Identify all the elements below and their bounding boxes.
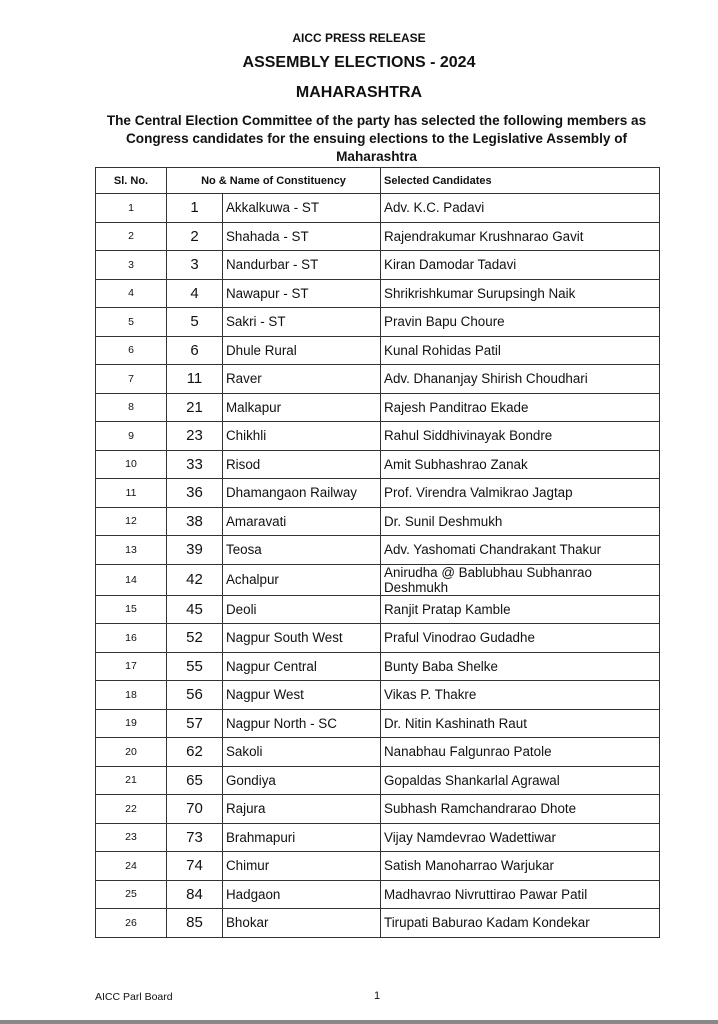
constituency-number-cell: 21 bbox=[167, 393, 223, 422]
serial-number-cell: 7 bbox=[96, 365, 167, 394]
intro-paragraph: The Central Election Committee of the party has selected the following members as Congress candidates for the ensuing elections to the Legislative Assembly of Maharashtra bbox=[106, 113, 647, 164]
table-row bbox=[96, 536, 660, 565]
candidate-name-cell: Dr. Sunil Deshmukh bbox=[381, 507, 660, 536]
constituency-number-cell: 74 bbox=[167, 852, 223, 881]
constituency-number-cell: 5 bbox=[167, 308, 223, 337]
table-row bbox=[96, 738, 660, 767]
candidate-name-cell: Rahul Siddhivinayak Bondre bbox=[381, 422, 660, 451]
constituency-number-cell: 85 bbox=[167, 909, 223, 938]
candidate-name-cell: Gopaldas Shankarlal Agrawal bbox=[381, 766, 660, 795]
constituency-number-cell: 2 bbox=[167, 222, 223, 251]
constituency-name-cell: Brahmapuri bbox=[223, 823, 381, 852]
table-row bbox=[96, 422, 660, 451]
serial-number-cell: 3 bbox=[96, 251, 167, 280]
candidate-name-cell: Adv. K.C. Padavi bbox=[381, 194, 660, 223]
table-row bbox=[96, 852, 660, 881]
constituency-name-cell: Malkapur bbox=[223, 393, 381, 422]
constituency-name-cell: Dhamangaon Railway bbox=[223, 479, 381, 508]
candidate-name-cell: Dr. Nitin Kashinath Raut bbox=[381, 709, 660, 738]
constituency-name-cell: Amaravati bbox=[223, 507, 381, 536]
constituency-name-cell: Raver bbox=[223, 365, 381, 394]
table-row bbox=[96, 222, 660, 251]
table-row bbox=[96, 507, 660, 536]
constituency-number-cell: 70 bbox=[167, 795, 223, 824]
serial-number-cell: 24 bbox=[96, 852, 167, 881]
candidate-name-cell: Kunal Rohidas Patil bbox=[381, 336, 660, 365]
table-row bbox=[96, 795, 660, 824]
serial-number-cell: 16 bbox=[96, 624, 167, 653]
constituency-name-cell: Rajura bbox=[223, 795, 381, 824]
candidate-name-cell: Rajesh Panditrao Ekade bbox=[381, 393, 660, 422]
table-row bbox=[96, 194, 660, 223]
constituency-name-cell: Chikhli bbox=[223, 422, 381, 451]
serial-number-cell: 23 bbox=[96, 823, 167, 852]
table-row bbox=[96, 308, 660, 337]
page-number: 1 bbox=[374, 990, 381, 1002]
page-bottom-border bbox=[0, 1020, 718, 1024]
serial-number-cell: 10 bbox=[96, 450, 167, 479]
candidate-name-cell: Pravin Bapu Choure bbox=[381, 308, 660, 337]
constituency-name-cell: Gondiya bbox=[223, 766, 381, 795]
candidates-table bbox=[95, 167, 660, 938]
constituency-number-cell: 57 bbox=[167, 709, 223, 738]
table-row bbox=[96, 681, 660, 710]
candidate-name-cell: Ranjit Pratap Kamble bbox=[381, 595, 660, 624]
constituency-name-cell: Bhokar bbox=[223, 909, 381, 938]
constituency-name-cell: Nagpur North - SC bbox=[223, 709, 381, 738]
table-row bbox=[96, 365, 660, 394]
table-row bbox=[96, 624, 660, 653]
candidate-name-cell: Anirudha @ Bablubhau Subhanrao Deshmukh bbox=[381, 564, 660, 595]
column-header-candidates: Selected Candidates bbox=[381, 168, 660, 194]
constituency-name-cell: Akkalkuwa - ST bbox=[223, 194, 381, 223]
constituency-number-cell: 3 bbox=[167, 251, 223, 280]
serial-number-cell: 2 bbox=[96, 222, 167, 251]
serial-number-cell: 25 bbox=[96, 880, 167, 909]
serial-number-cell: 19 bbox=[96, 709, 167, 738]
constituency-number-cell: 62 bbox=[167, 738, 223, 767]
constituency-name-cell: Risod bbox=[223, 450, 381, 479]
candidate-name-cell: Vijay Namdevrao Wadettiwar bbox=[381, 823, 660, 852]
constituency-name-cell: Shahada - ST bbox=[223, 222, 381, 251]
serial-number-cell: 26 bbox=[96, 909, 167, 938]
table-row bbox=[96, 336, 660, 365]
table-row bbox=[96, 909, 660, 938]
serial-number-cell: 1 bbox=[96, 194, 167, 223]
table-row bbox=[96, 479, 660, 508]
serial-number-cell: 14 bbox=[96, 564, 167, 595]
constituency-name-cell: Nagpur South West bbox=[223, 624, 381, 653]
serial-number-cell: 15 bbox=[96, 595, 167, 624]
candidate-name-cell: Adv. Yashomati Chandrakant Thakur bbox=[381, 536, 660, 565]
constituency-name-cell: Achalpur bbox=[223, 564, 381, 595]
constituency-number-cell: 65 bbox=[167, 766, 223, 795]
constituency-name-cell: Nagpur Central bbox=[223, 652, 381, 681]
constituency-number-cell: 42 bbox=[167, 564, 223, 595]
table-body bbox=[96, 194, 660, 938]
constituency-name-cell: Chimur bbox=[223, 852, 381, 881]
table-row bbox=[96, 652, 660, 681]
constituency-name-cell: Sakri - ST bbox=[223, 308, 381, 337]
candidate-name-cell: Prof. Virendra Valmikrao Jagtap bbox=[381, 479, 660, 508]
serial-number-cell: 18 bbox=[96, 681, 167, 710]
table-row bbox=[96, 279, 660, 308]
candidate-name-cell: Amit Subhashrao Zanak bbox=[381, 450, 660, 479]
state-heading: MAHARASHTRA bbox=[295, 84, 423, 101]
serial-number-cell: 5 bbox=[96, 308, 167, 337]
footer-board-label: AICC Parl Board bbox=[95, 991, 173, 1003]
table-header-row bbox=[96, 168, 660, 194]
constituency-name-cell: Nawapur - ST bbox=[223, 279, 381, 308]
table-row bbox=[96, 709, 660, 738]
table-row bbox=[96, 823, 660, 852]
constituency-name-cell: Nandurbar - ST bbox=[223, 251, 381, 280]
constituency-number-cell: 6 bbox=[167, 336, 223, 365]
candidate-name-cell: Tirupati Baburao Kadam Kondekar bbox=[381, 909, 660, 938]
constituency-name-cell: Dhule Rural bbox=[223, 336, 381, 365]
candidate-name-cell: Satish Manoharrao Warjukar bbox=[381, 852, 660, 881]
candidate-name-cell: Adv. Dhananjay Shirish Choudhari bbox=[381, 365, 660, 394]
candidate-name-cell: Praful Vinodrao Gudadhe bbox=[381, 624, 660, 653]
constituency-number-cell: 56 bbox=[167, 681, 223, 710]
candidate-name-cell: Vikas P. Thakre bbox=[381, 681, 660, 710]
constituency-number-cell: 39 bbox=[167, 536, 223, 565]
constituency-name-cell: Sakoli bbox=[223, 738, 381, 767]
serial-number-cell: 8 bbox=[96, 393, 167, 422]
constituency-name-cell: Deoli bbox=[223, 595, 381, 624]
table-row bbox=[96, 564, 660, 595]
constituency-number-cell: 4 bbox=[167, 279, 223, 308]
serial-number-cell: 20 bbox=[96, 738, 167, 767]
constituency-name-cell: Nagpur West bbox=[223, 681, 381, 710]
table-row bbox=[96, 393, 660, 422]
constituency-number-cell: 1 bbox=[167, 194, 223, 223]
candidate-name-cell: Shrikrishkumar Surupsingh Naik bbox=[381, 279, 660, 308]
constituency-number-cell: 84 bbox=[167, 880, 223, 909]
serial-number-cell: 11 bbox=[96, 479, 167, 508]
table-row bbox=[96, 595, 660, 624]
constituency-number-cell: 38 bbox=[167, 507, 223, 536]
constituency-number-cell: 45 bbox=[167, 595, 223, 624]
serial-number-cell: 9 bbox=[96, 422, 167, 451]
candidate-name-cell: Subhash Ramchandrarao Dhote bbox=[381, 795, 660, 824]
column-header-sl-no: Sl. No. bbox=[96, 168, 167, 194]
serial-number-cell: 21 bbox=[96, 766, 167, 795]
candidate-name-cell: Rajendrakumar Krushnarao Gavit bbox=[381, 222, 660, 251]
table-row bbox=[96, 251, 660, 280]
candidate-name-cell: Madhavrao Nivruttirao Pawar Patil bbox=[381, 880, 660, 909]
serial-number-cell: 4 bbox=[96, 279, 167, 308]
serial-number-cell: 6 bbox=[96, 336, 167, 365]
table-row bbox=[96, 766, 660, 795]
constituency-number-cell: 52 bbox=[167, 624, 223, 653]
serial-number-cell: 13 bbox=[96, 536, 167, 565]
column-header-constituency: No & Name of Constituency bbox=[167, 168, 381, 194]
table-row bbox=[96, 880, 660, 909]
constituency-number-cell: 33 bbox=[167, 450, 223, 479]
constituency-number-cell: 11 bbox=[167, 365, 223, 394]
candidate-name-cell: Nanabhau Falgunrao Patole bbox=[381, 738, 660, 767]
document-title: ASSEMBLY ELECTIONS - 2024 bbox=[242, 54, 476, 71]
serial-number-cell: 17 bbox=[96, 652, 167, 681]
table-row bbox=[96, 450, 660, 479]
constituency-number-cell: 73 bbox=[167, 823, 223, 852]
candidate-name-cell: Kiran Damodar Tadavi bbox=[381, 251, 660, 280]
press-release-label: AICC PRESS RELEASE bbox=[292, 31, 426, 45]
constituency-number-cell: 55 bbox=[167, 652, 223, 681]
candidate-name-cell: Bunty Baba Shelke bbox=[381, 652, 660, 681]
serial-number-cell: 12 bbox=[96, 507, 167, 536]
constituency-name-cell: Teosa bbox=[223, 536, 381, 565]
constituency-number-cell: 23 bbox=[167, 422, 223, 451]
constituency-name-cell: Hadgaon bbox=[223, 880, 381, 909]
constituency-number-cell: 36 bbox=[167, 479, 223, 508]
serial-number-cell: 22 bbox=[96, 795, 167, 824]
